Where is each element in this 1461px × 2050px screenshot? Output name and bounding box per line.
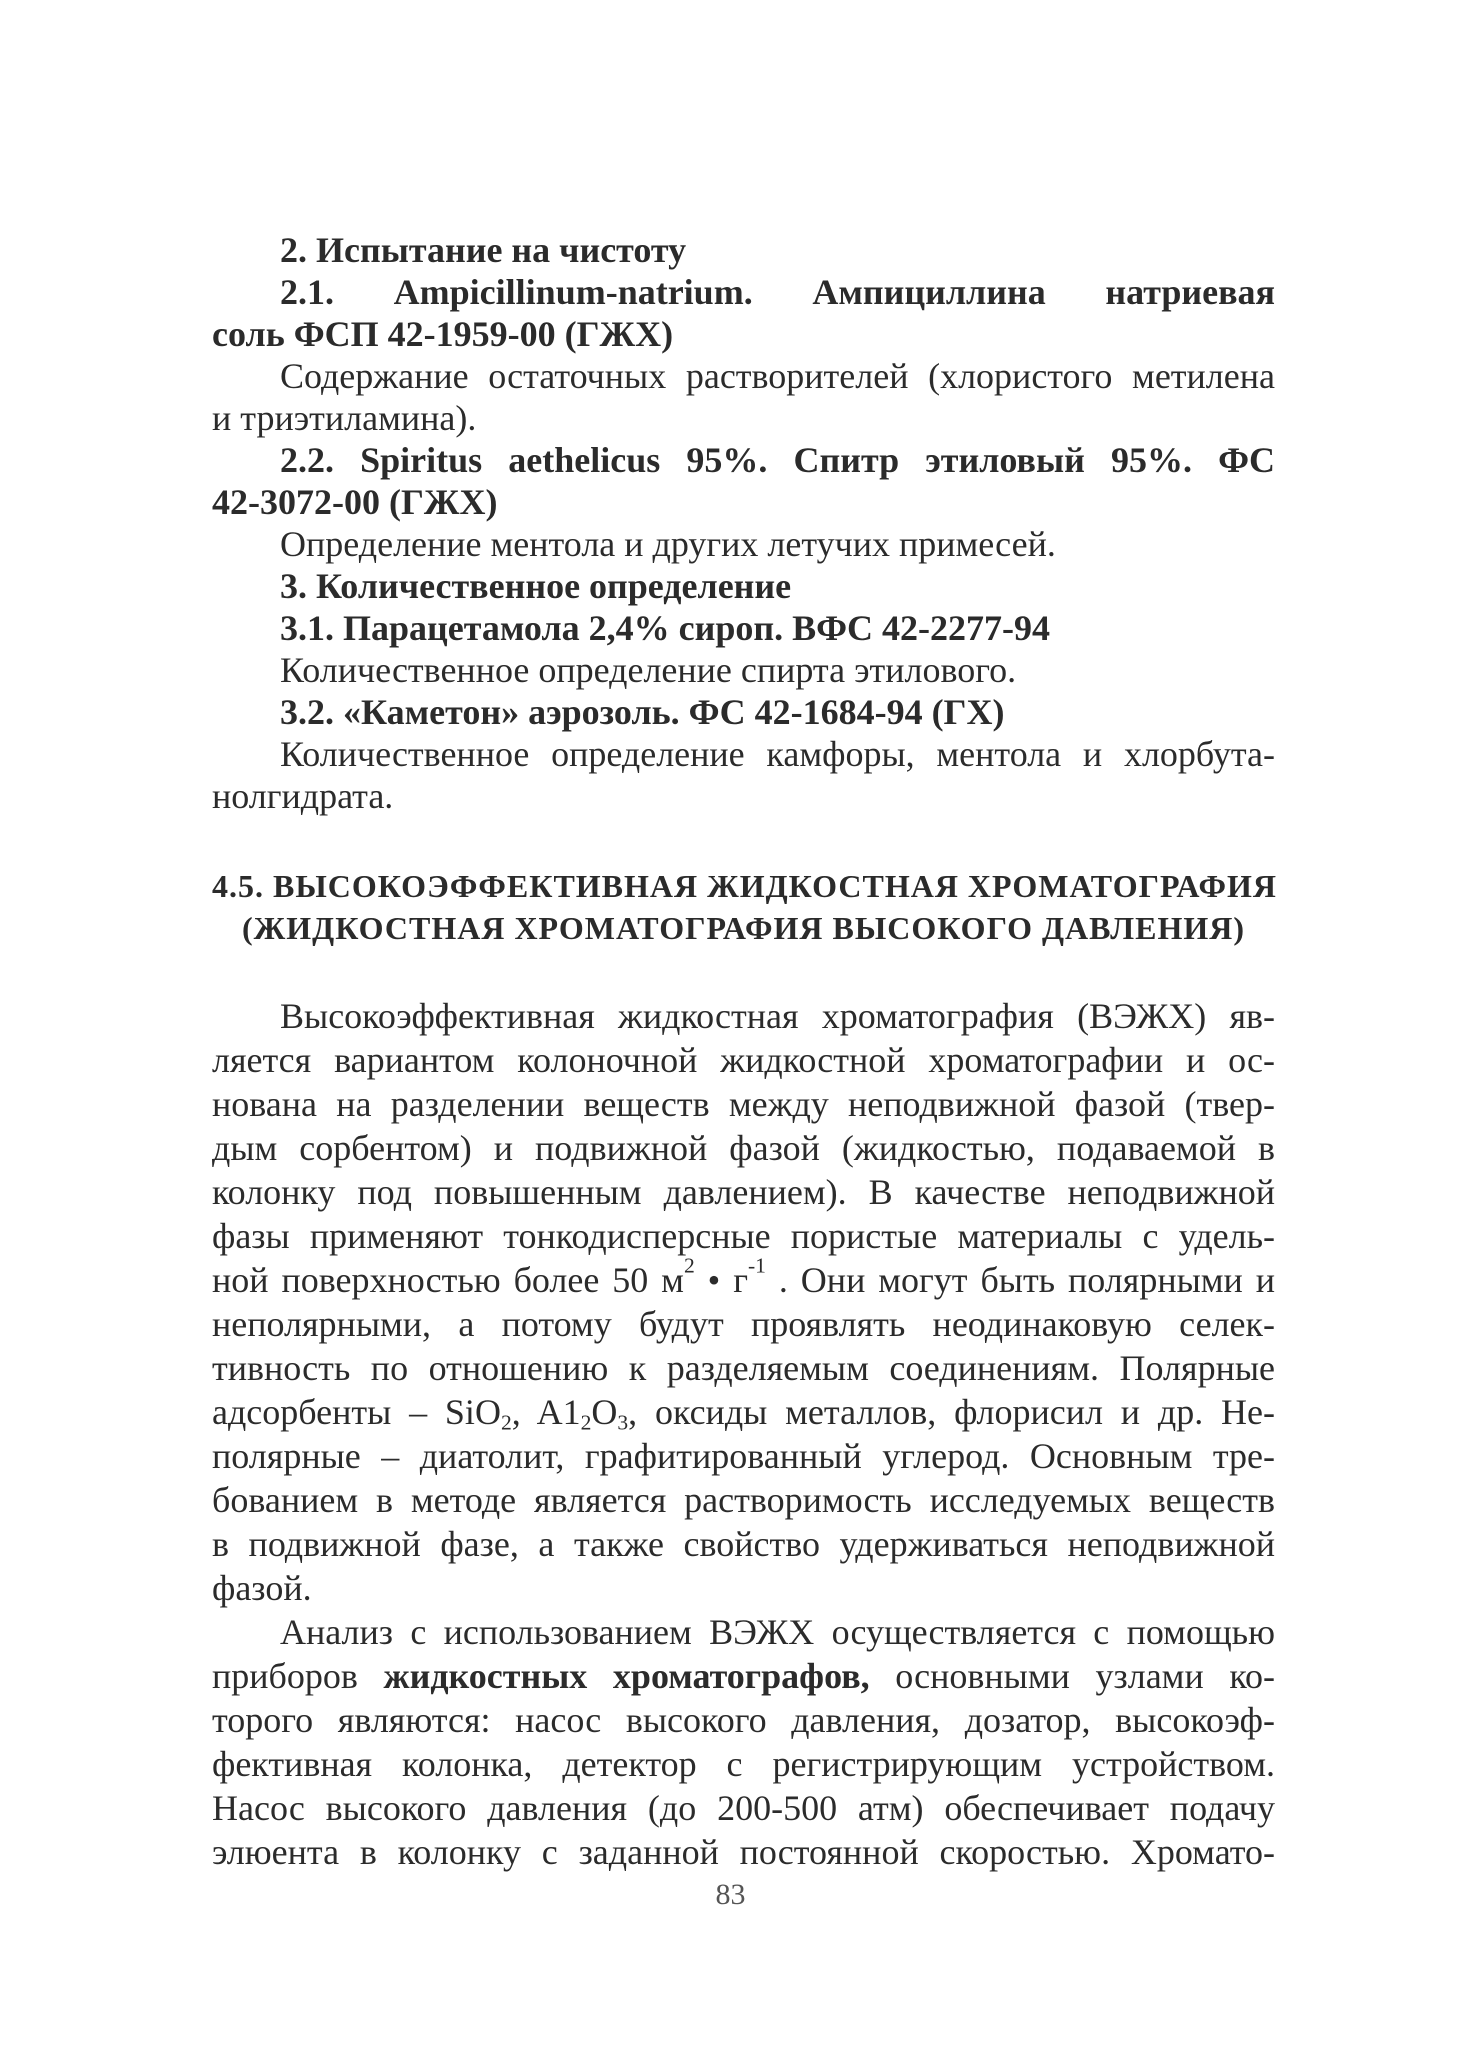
- para2-line-5: Насос высокого давления (до 200-500 атм) обеспечивает подачу: [212, 1788, 1275, 1828]
- para1-line-4: дым сорбентом) и подвижной фазой (жидкостью, подаваемой в: [212, 1128, 1275, 1168]
- para2-line-2: [212, 1656, 1275, 1696]
- item-2-2-title: 2.2. Spiritus aethelicus 95%. Спитр этиловый 95%. ФС: [280, 440, 1275, 480]
- para1-line-2: ляется вариантом колоночной жидкостной хроматографии и ос-: [212, 1040, 1275, 1080]
- para1-line-7-b: • г: [694, 1260, 748, 1300]
- item-3-2-desc-1: Количественное определение камфоры, ментола и хлорбута-: [280, 734, 1275, 774]
- item-2-1-ru-1: Ампициллина: [812, 272, 1046, 312]
- para1-line-13: в подвижной фазе, а также свойство удерживаться неподвижной: [212, 1524, 1275, 1564]
- para2-line-4: фективная колонка, детектор с регистрирующим устройством.: [212, 1744, 1275, 1784]
- item-3-2-desc-2: нолгидрата.: [212, 776, 394, 816]
- para2-line-1: Анализ с использованием ВЭЖХ осуществляется с помощью: [280, 1612, 1275, 1652]
- para1-line-10: [212, 1392, 1275, 1435]
- subscript-sio2: 2: [500, 1410, 512, 1435]
- para1-line-3: нована на разделении веществ между неподвижной фазой (твер-: [212, 1084, 1275, 1124]
- item-2-1-title-cont: соль ФСП 42-1959-00 (ГЖХ): [212, 314, 674, 354]
- item-2-1-number: 2.1.: [280, 272, 334, 312]
- page-number: 83: [715, 1878, 746, 1911]
- para2-line-2-a: приборов: [212, 1656, 384, 1696]
- para1-line-9: тивность по отношению к разделяемым соединениям. Полярные: [212, 1348, 1275, 1388]
- item-2-1-ru-2: натриевая: [1105, 272, 1275, 312]
- item-2-1-desc-1: Содержание остаточных растворителей (хлористого метилена: [280, 356, 1275, 396]
- heading-purity-test: 2. Испытание на чистоту: [280, 230, 687, 270]
- para1-line-8: неполярными, а потому будут проявлять неодинаковую селек-: [212, 1304, 1275, 1344]
- para1-line-10-d: , оксиды металлов, флорисил и др. Не-: [628, 1392, 1275, 1432]
- item-2-2-title-cont: 42-3072-00 (ГЖХ): [212, 482, 498, 522]
- section-title-line-1: 4.5. ВЫСОКОЭФФЕКТИВНАЯ ЖИДКОСТНАЯ ХРОМАТОГРАФИЯ: [212, 868, 1277, 904]
- item-2-2-desc: Определение ментола и других летучих примесей.: [280, 524, 1056, 564]
- para1-line-14: фазой.: [212, 1568, 312, 1608]
- para1-line-12: бованием в методе является растворимость исследуемых веществ: [212, 1480, 1275, 1520]
- para1-line-1: Высокоэффективная жидкостная хроматография (ВЭЖХ) яв-: [280, 996, 1275, 1036]
- para1-line-10-c: O: [591, 1392, 618, 1432]
- para1-line-5: колонку под повышенным давлением). В качестве неподвижной: [212, 1172, 1275, 1212]
- para2-line-2-b: основными узлами ко-: [869, 1656, 1275, 1696]
- superscript-minus-1: -1: [747, 1253, 766, 1278]
- superscript-2: 2: [683, 1253, 695, 1278]
- para1-line-10-a: адсорбенты – SiO: [212, 1392, 501, 1432]
- subscript-o3: 3: [617, 1410, 629, 1435]
- para1-line-7-a: ной поверхностью более 50 м: [212, 1260, 684, 1300]
- heading-quantitative: 3. Количественное определение: [280, 566, 792, 606]
- para1-line-7-c: . Они могут быть полярными и: [765, 1260, 1276, 1300]
- item-2-1-title: [212, 272, 1275, 312]
- term-liquid-chromatographs: жидкостных хроматографов,: [383, 1656, 870, 1696]
- item-3-1-desc: Количественное определение спирта этилового.: [280, 650, 1017, 690]
- para1-line-11: полярные – диатолит, графитированный углерод. Основным тре-: [212, 1436, 1275, 1476]
- para2-line-3: торого являются: насос высокого давления, дозатор, высокоэф-: [212, 1700, 1275, 1740]
- section-title-line-2: (ЖИДКОСТНАЯ ХРОМАТОГРАФИЯ ВЫСОКОГО ДАВЛЕНИЯ): [241, 910, 1245, 946]
- para1-line-10-b: , A1: [511, 1392, 581, 1432]
- item-3-1-title: 3.1. Парацетамола 2,4% сироп. ВФС 42-2277-94: [280, 608, 1051, 648]
- item-3-2-title: 3.2. «Каметон» аэрозоль. ФС 42-1684-94 (ГХ): [280, 692, 1005, 732]
- para1-line-6: фазы применяют тонкодисперсные пористые материалы с удель-: [212, 1216, 1275, 1256]
- item-2-1-desc-2: и триэтиламина).: [212, 398, 477, 438]
- subscript-al2: 2: [580, 1410, 592, 1435]
- para2-line-6: элюента в колонку с заданной постоянной скоростью. Хромато-: [212, 1832, 1275, 1872]
- item-2-1-latin: Ampicillinum-natrium.: [393, 272, 753, 312]
- para1-line-7: [212, 1253, 1276, 1300]
